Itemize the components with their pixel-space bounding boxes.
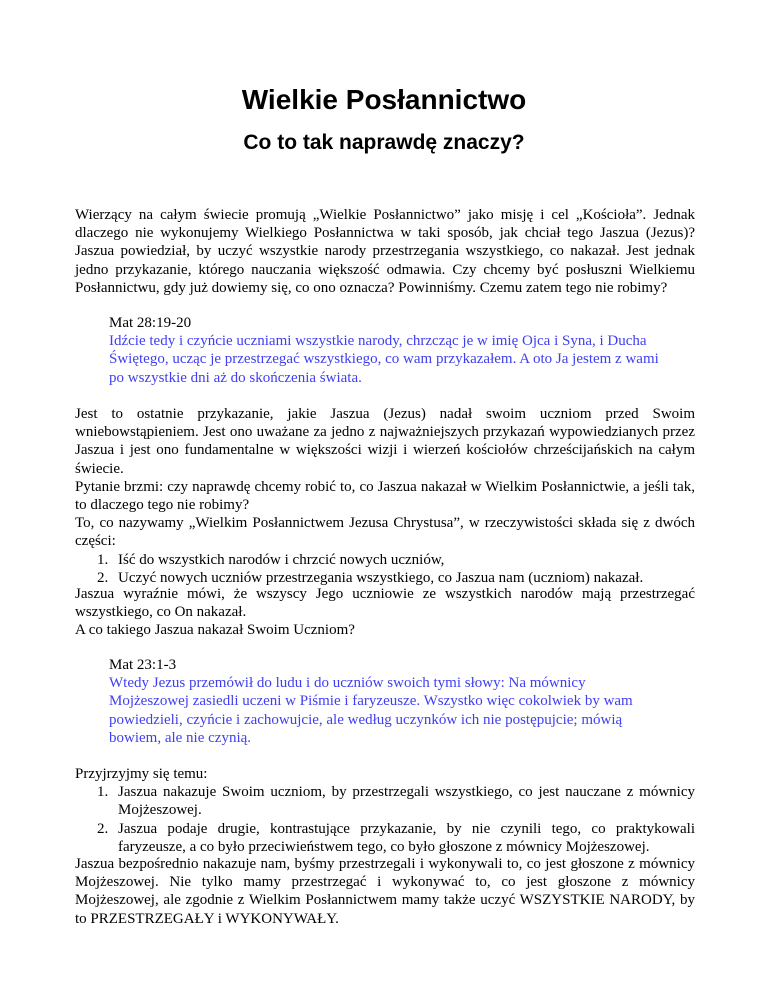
scripture-text: Idźcie tedy i czyńcie uczniami wszystkie narody, chrzcząc je w imię Ojca i Syna, i Ducha Świętego, ucząc je przestrzegać wszystkiego, co wam przykazałem. A oto Ja jestem z wami po wszystkie dni aż do skończenia świata. (109, 333, 659, 386)
two-parts-list (75, 551, 695, 587)
paragraph: Jest to ostatnie przykazanie, jakie Jaszua (Jezus) nadał swoim uczniom przed Swoim wniebowstąpieniem. Jest ono uważane za jedno z najważniejszych przykazań wypowiedzianych przez Jaszua i jest ono fundamentalne w większości wizji i wierzeń kościołów chrześcijańskich na całym świecie. (75, 406, 695, 477)
paragraph: A co takiego Jaszua nakazał Swoim Uczniom? (75, 622, 355, 639)
paragraph: Jaszua wyraźnie mówi, że wszyscy Jego uczniowie ze wszystkich narodów mają przestrzegać wszystkiego, co On nakazał. (75, 586, 695, 621)
list-number: 1. (97, 551, 109, 568)
list-number: 2. (97, 569, 109, 586)
list-item-text: Jaszua nakazuje Swoim uczniom, by przestrzegali wszystkiego, co jest nauczane z mównicy Mojżeszowej. (118, 784, 695, 819)
section-great-commission (75, 405, 695, 587)
scripture-text: Wtedy Jezus przemówił do ludu i do uczniów swoich tymi słowy: Na mównicy Mojżeszowej zasiedli uczeni w Piśmie i faryzeusze. Wszystko więc cokolwiek by wam powiedzieli, czyńcie i zachowujcie, ale według uczynków ich nie postępujcie; mówią bowiem, ale nie czynią. (109, 675, 633, 746)
list-item-text: Iść do wszystkich narodów i chrzcić nowych uczniów, (118, 551, 445, 568)
list-item-text: Uczyć nowych uczniów przestrzegania wszystkiego, co Jaszua nam (uczniom) nakazał. (118, 569, 644, 586)
list-item-text: Jaszua podaje drugie, kontrastujące przykazanie, by nie czynili tego, co praktykowali faryzeusze, a co było przeciwieństwem tego, co było głoszone z mównicy Mojżeszowej. (118, 820, 695, 855)
scripture-reference: Mat 28:19-20 (109, 315, 192, 331)
list-item (75, 551, 695, 569)
final-paragraph: Jaszua bezpośrednio nakazuje nam, byśmy przestrzegali i wykonywali to, co jest głoszone z mównicy Mojżeszowej. Nie tylko mamy przestrzegać i wykonywać to, co jest głoszone z mównicy Mojżeszowej, ale zgodnie z Wielkim Posłannictwem mamy także uczyć WSZYSTKIE NARODY, by to PRZESTRZEGAŁY i WYKONYWAŁY. (75, 856, 695, 927)
paragraph: Przyjrzyjmy się temu: (75, 766, 208, 782)
list-item (75, 783, 695, 819)
section-analysis (75, 765, 695, 856)
scripture-quote-mat-28 (109, 314, 669, 387)
list-item (75, 820, 695, 856)
paragraph: To, co nazywamy „Wielkim Posłannictwem Jezusa Chrystusa”, w rzeczywistości składa się z dwóch części: (75, 515, 695, 550)
section-question (75, 585, 695, 640)
scripture-reference: Mat 23:1-3 (109, 657, 177, 673)
analysis-list (75, 783, 695, 856)
scripture-quote-mat-23 (109, 656, 669, 747)
list-number: 1. (97, 784, 109, 801)
paragraph: Pytanie brzmi: czy naprawdę chcemy robić to, co Jaszua nakazał w Wielkim Posłannictwie, a jeśli tak, to dlaczego tego nie robimy? (75, 478, 695, 514)
intro-paragraph: Wierzący na całym świecie promują „Wielkie Posłannictwo” jako misję i cel „Kościoła”. Jednak dlaczego nie wykonujemy Wielkiego Posłannictwa w taki sposób, jak chciał tego Jaszua (Jezus)? Jaszua powiedział, by uczyć wszystkie narody przestrzegania wszystkiego, co nakazał. Jest jednak jedno przykazanie, którego nauczania większość odmawia. Czy chcemy być posłuszni Wielkiemu Posłannictwu, gdy już dowiemy się, co ono oznacza? Powinniśmy. Czemu zatem tego nie robimy? (75, 207, 695, 296)
page-subtitle: Co to tak naprawdę znaczy? (243, 131, 525, 154)
page-title: Wielkie Posłannictwo (241, 84, 527, 115)
list-number: 2. (97, 820, 109, 837)
